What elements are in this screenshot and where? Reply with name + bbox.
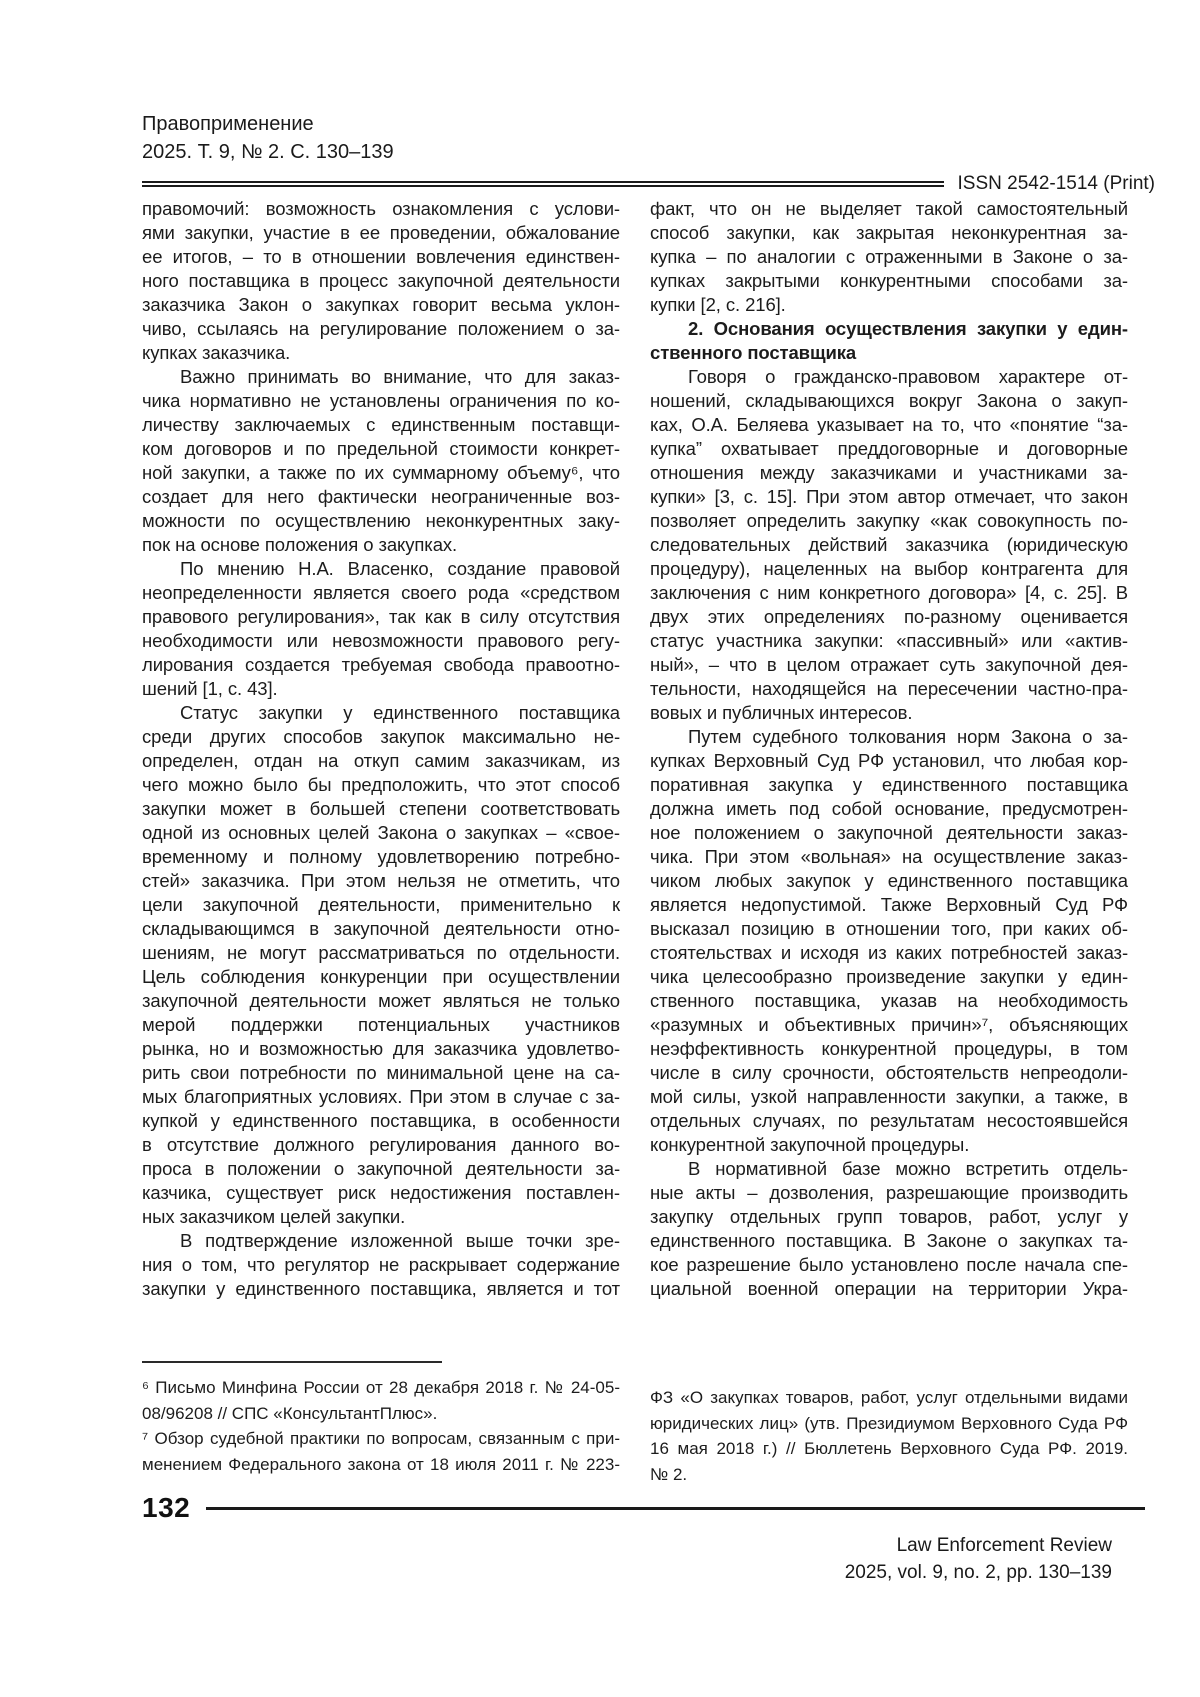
text-line: факт, что он не выделяет такой самостоятельный xyxy=(650,198,1128,219)
text-line: ные акты – дозволения, разрешающие производить xyxy=(650,1182,1128,1203)
text-line: По мнению Н.А. Власенко, создание правовой xyxy=(180,558,620,579)
text-line: необходимости или невозможности правового регу- xyxy=(142,630,620,651)
text-line: чика. При этом «вольная» на осуществление заказ- xyxy=(650,846,1128,867)
text-line: пок на основе положения о закупках. xyxy=(142,534,458,555)
footnote-line: № 2. xyxy=(650,1464,688,1484)
text-line: конкурентной закупочной процедуры. xyxy=(650,1134,970,1155)
paragraph xyxy=(650,197,1128,317)
footnote-line: ⁶ Письмо Минфина России от 28 декабря 2018 г. № 24-05- xyxy=(142,1378,620,1397)
citation-en: 2025, vol. 9, no. 2, pp. 130–139 xyxy=(844,1562,1112,1583)
text-line: чиво, ссылаясь на регулирование положением о за- xyxy=(142,318,620,339)
footnote xyxy=(142,1426,620,1477)
text-line: шений [1, с. 43]. xyxy=(142,678,278,699)
text-line: ках, О.А. Беляева указывает на то, что «понятие “за- xyxy=(650,414,1128,435)
text-line: ного поставщика в процесс закупочной деятельности xyxy=(142,270,620,291)
text-line: рить свои потребности по минимальной цене на са- xyxy=(142,1062,620,1083)
text-line: ное положением о закупочной деятельности заказ- xyxy=(650,822,1128,843)
text-line: среди других способов закупок максимально не- xyxy=(142,726,620,747)
text-line: неопределенности является своего рода «средством xyxy=(142,582,620,603)
text-line: шениям, не могут рассматриваться по отдельности. xyxy=(142,942,620,963)
text-line: мой силы, узкой направленности закупки, а также, в xyxy=(650,1086,1128,1107)
text-line: цели закупочной деятельности, применительно к xyxy=(142,894,620,915)
text-line: заключения с ним конкретного договора» [4, с. 25]. В xyxy=(650,582,1128,603)
text-line: одной из основных целей Закона о закупках – «свое- xyxy=(142,822,620,843)
text-line: правомочий: возможность ознакомления с услови- xyxy=(142,198,620,219)
text-line: мерой поддержки потенциальных участников xyxy=(142,1014,620,1035)
text-line: стоятельствах и исходя из каких потребностей заказ- xyxy=(650,942,1128,963)
text-line: тельности, находящейся на пересечении частно-пра- xyxy=(650,678,1128,699)
text-line: складывающимся в закупочной деятельности отно- xyxy=(142,918,620,939)
citation-ru: 2025. Т. 9, № 2. С. 130–139 xyxy=(142,141,394,163)
footer-rule xyxy=(206,1507,1145,1510)
text-line: проса в положении о закупочной деятельности за- xyxy=(142,1158,620,1179)
footer-row xyxy=(142,1492,1145,1524)
text-line: Говоря о гражданско-правовом характере от- xyxy=(688,366,1128,387)
text-line: мых благоприятных условиях. При этом в случае с за- xyxy=(142,1086,620,1107)
text-line: ее итогов, – то в отношении вовлечения единствен- xyxy=(142,246,620,267)
footnote-line: юридических лиц» (утв. Президиумом Верховного Суда РФ xyxy=(650,1413,1128,1433)
text-line: способ закупки, как закрытая неконкурентная за- xyxy=(650,222,1128,243)
text-line: Важно принимать во внимание, что для заказ- xyxy=(180,366,620,387)
footnote xyxy=(650,1385,1128,1487)
text-line: ной закупки, а также по их суммарному объему⁶, что xyxy=(142,462,620,483)
text-line: кое разрешение было установлено после начала спе- xyxy=(650,1254,1128,1275)
text-line: числе в силу срочности, обстоятельств непреодоли- xyxy=(650,1062,1128,1083)
page-header xyxy=(142,110,394,166)
text-line: лирования создается требуемая свобода правоотно- xyxy=(142,654,620,675)
text-line: ных заказчиком целей закупки. xyxy=(142,1206,406,1227)
text-line: купки [2, с. 216]. xyxy=(650,294,786,315)
journal-title-en: Law Enforcement Review xyxy=(896,1535,1112,1556)
paragraph xyxy=(142,197,620,365)
two-column-body xyxy=(142,197,1128,1487)
text-line: купках закрытыми конкурентными способами за- xyxy=(650,270,1128,291)
text-line: позволяет определить закупку «как совокупность по- xyxy=(650,510,1128,531)
text-line: 2. Основания осуществления закупки у един- xyxy=(688,318,1128,339)
text-line: чиком любых закупок у единственного поставщика xyxy=(650,870,1128,891)
text-line: купки» [3, с. 15]. При этом автор отмечает, что закон xyxy=(650,486,1128,507)
footnote-line: 08/96208 // СПС «КонсультантПлюс». xyxy=(142,1403,438,1423)
footnote xyxy=(142,1375,620,1426)
text-line: отдельных случаях, по результатам несостоявшейся xyxy=(650,1110,1128,1131)
text-line: отношения между заказчиками и участниками за- xyxy=(650,462,1128,483)
paragraph xyxy=(142,701,620,1229)
text-line: чика нормативно не установлены ограничения по ко- xyxy=(142,390,620,411)
text-line: чего можно было бы предположить, что этот способ xyxy=(142,774,620,795)
paragraph xyxy=(650,1157,1128,1301)
issn-label: ISSN 2542-1514 (Print) xyxy=(957,173,1155,194)
header-rule-row xyxy=(142,170,1155,198)
text-line: следовательных действий заказчика (юридическую xyxy=(650,534,1128,555)
text-line: ношений, складывающихся вокруг Закона о закуп- xyxy=(650,390,1128,411)
text-line: должна иметь под собой основание, предусмотрен- xyxy=(650,798,1128,819)
left-column xyxy=(142,197,620,1487)
text-line: Путем судебного толкования норм Закона о за- xyxy=(688,726,1128,747)
header-rule xyxy=(142,181,944,187)
text-line: в отсутствие должного регулирования данного во- xyxy=(142,1134,620,1155)
footnote-block xyxy=(142,1361,620,1477)
text-line: двух этих определениях по-разному оценивается xyxy=(650,606,1128,627)
text-line: высказал позицию в отношении того, при каких об- xyxy=(650,918,1128,939)
text-line: казчика, существует риск недостижения поставлен- xyxy=(142,1182,620,1203)
text-line: ния о том, что регулятор не раскрывает содержание xyxy=(142,1254,620,1275)
journal-title-ru: Правоприменение xyxy=(142,113,314,135)
text-line: временному и полному удовлетворению потребно- xyxy=(142,846,620,867)
text-line: стей» заказчика. При этом нельзя не отметить, что xyxy=(142,870,620,891)
text-line: правового регулирования», так как в силу отсутствия xyxy=(142,606,620,627)
text-line: личеству заключаемых с единственным поставщи- xyxy=(142,414,620,435)
text-line: вовых и публичных интересов. xyxy=(650,702,913,723)
text-line: закупки у единственного поставщика, является и тот xyxy=(142,1278,620,1299)
footnote-line: менением Федерального закона от 18 июля 2011 г. № 223- xyxy=(142,1454,620,1474)
text-line: «разумных и объективных причин»⁷, объясняющих xyxy=(650,1014,1128,1035)
text-line: заказчика Закон о закупках говорит весьма уклон- xyxy=(142,294,620,315)
text-line: закупку отдельных групп товаров, работ, услуг у xyxy=(650,1206,1128,1227)
text-line: ственного поставщика, указав на необходимость xyxy=(650,990,1128,1011)
text-line: Статус закупки у единственного поставщика xyxy=(180,702,620,723)
text-line: закупочной деятельности может являться не только xyxy=(142,990,620,1011)
text-line: ный», – что в целом отражает суть закупочной дея- xyxy=(650,654,1128,675)
footnote-line: 16 мая 2018 г.) // Бюллетень Верховного Суда РФ. 2019. xyxy=(650,1439,1128,1458)
footnote-line: ФЗ «О закупках товаров, работ, услуг отдельными видами xyxy=(650,1388,1128,1407)
section-heading xyxy=(650,317,1128,365)
text-line: купка” охватывает преддоговорные и договорные xyxy=(650,438,1128,459)
text-line: ями закупки, участие в ее проведении, обжалование xyxy=(142,222,620,243)
text-line: купках заказчика. xyxy=(142,342,291,363)
text-line: В нормативной базе можно встретить отдель- xyxy=(688,1158,1128,1179)
text-line: можности по осуществлению неконкурентных заку- xyxy=(142,510,620,531)
text-line: единственного поставщика. В Законе о закупках та- xyxy=(650,1230,1128,1251)
paragraph xyxy=(142,557,620,701)
text-line: создает для него фактически неограниченные воз- xyxy=(142,486,620,507)
text-line: рынка, но и возможностью для заказчика удовлетво- xyxy=(142,1038,620,1059)
text-line: процедуру), нацеленных на выбор контрагента для xyxy=(650,558,1128,579)
footer-citation xyxy=(845,1532,1112,1586)
text-line: купках Верховный Суд РФ установил, что любая кор- xyxy=(650,750,1128,771)
text-line: ком договоров и по предельной стоимости конкрет- xyxy=(142,438,620,459)
footnote-separator xyxy=(142,1361,442,1363)
text-line: Цель соблюдения конкуренции при осуществлении xyxy=(142,966,620,987)
text-line: циальной военной операции на территории Укра- xyxy=(650,1278,1128,1299)
footnote-line: ⁷ Обзор судебной практики по вопросам, связанным с при- xyxy=(142,1429,620,1448)
text-line: статус участника закупки: «пассивный» или «актив- xyxy=(650,630,1128,651)
paragraph xyxy=(142,1229,620,1301)
text-line: закупки может в большей степени соответствовать xyxy=(142,798,620,819)
right-column xyxy=(650,197,1128,1487)
paragraph xyxy=(142,365,620,557)
paragraph xyxy=(650,365,1128,725)
text-line: поративная закупка у единственного поставщика xyxy=(650,774,1128,795)
paragraph xyxy=(650,725,1128,1157)
text-line: купка – по аналогии с отраженными в Законе о за- xyxy=(650,246,1128,267)
footnote-block xyxy=(650,1385,1128,1487)
text-line: определен, отдан на откуп самим заказчикам, из xyxy=(142,750,620,771)
text-line: ственного поставщика xyxy=(650,342,857,363)
text-line: неэффективность конкурентной процедуры, в том xyxy=(650,1038,1128,1059)
text-line: является недопустимой. Также Верховный Суд РФ xyxy=(650,894,1128,915)
page-number: 132 xyxy=(142,1492,191,1523)
text-line: В подтверждение изложенной выше точки зре- xyxy=(180,1230,620,1251)
text-line: купкой у единственного поставщика, в особенности xyxy=(142,1110,620,1131)
text-line: чика целесообразно произведение закупки у един- xyxy=(650,966,1128,987)
